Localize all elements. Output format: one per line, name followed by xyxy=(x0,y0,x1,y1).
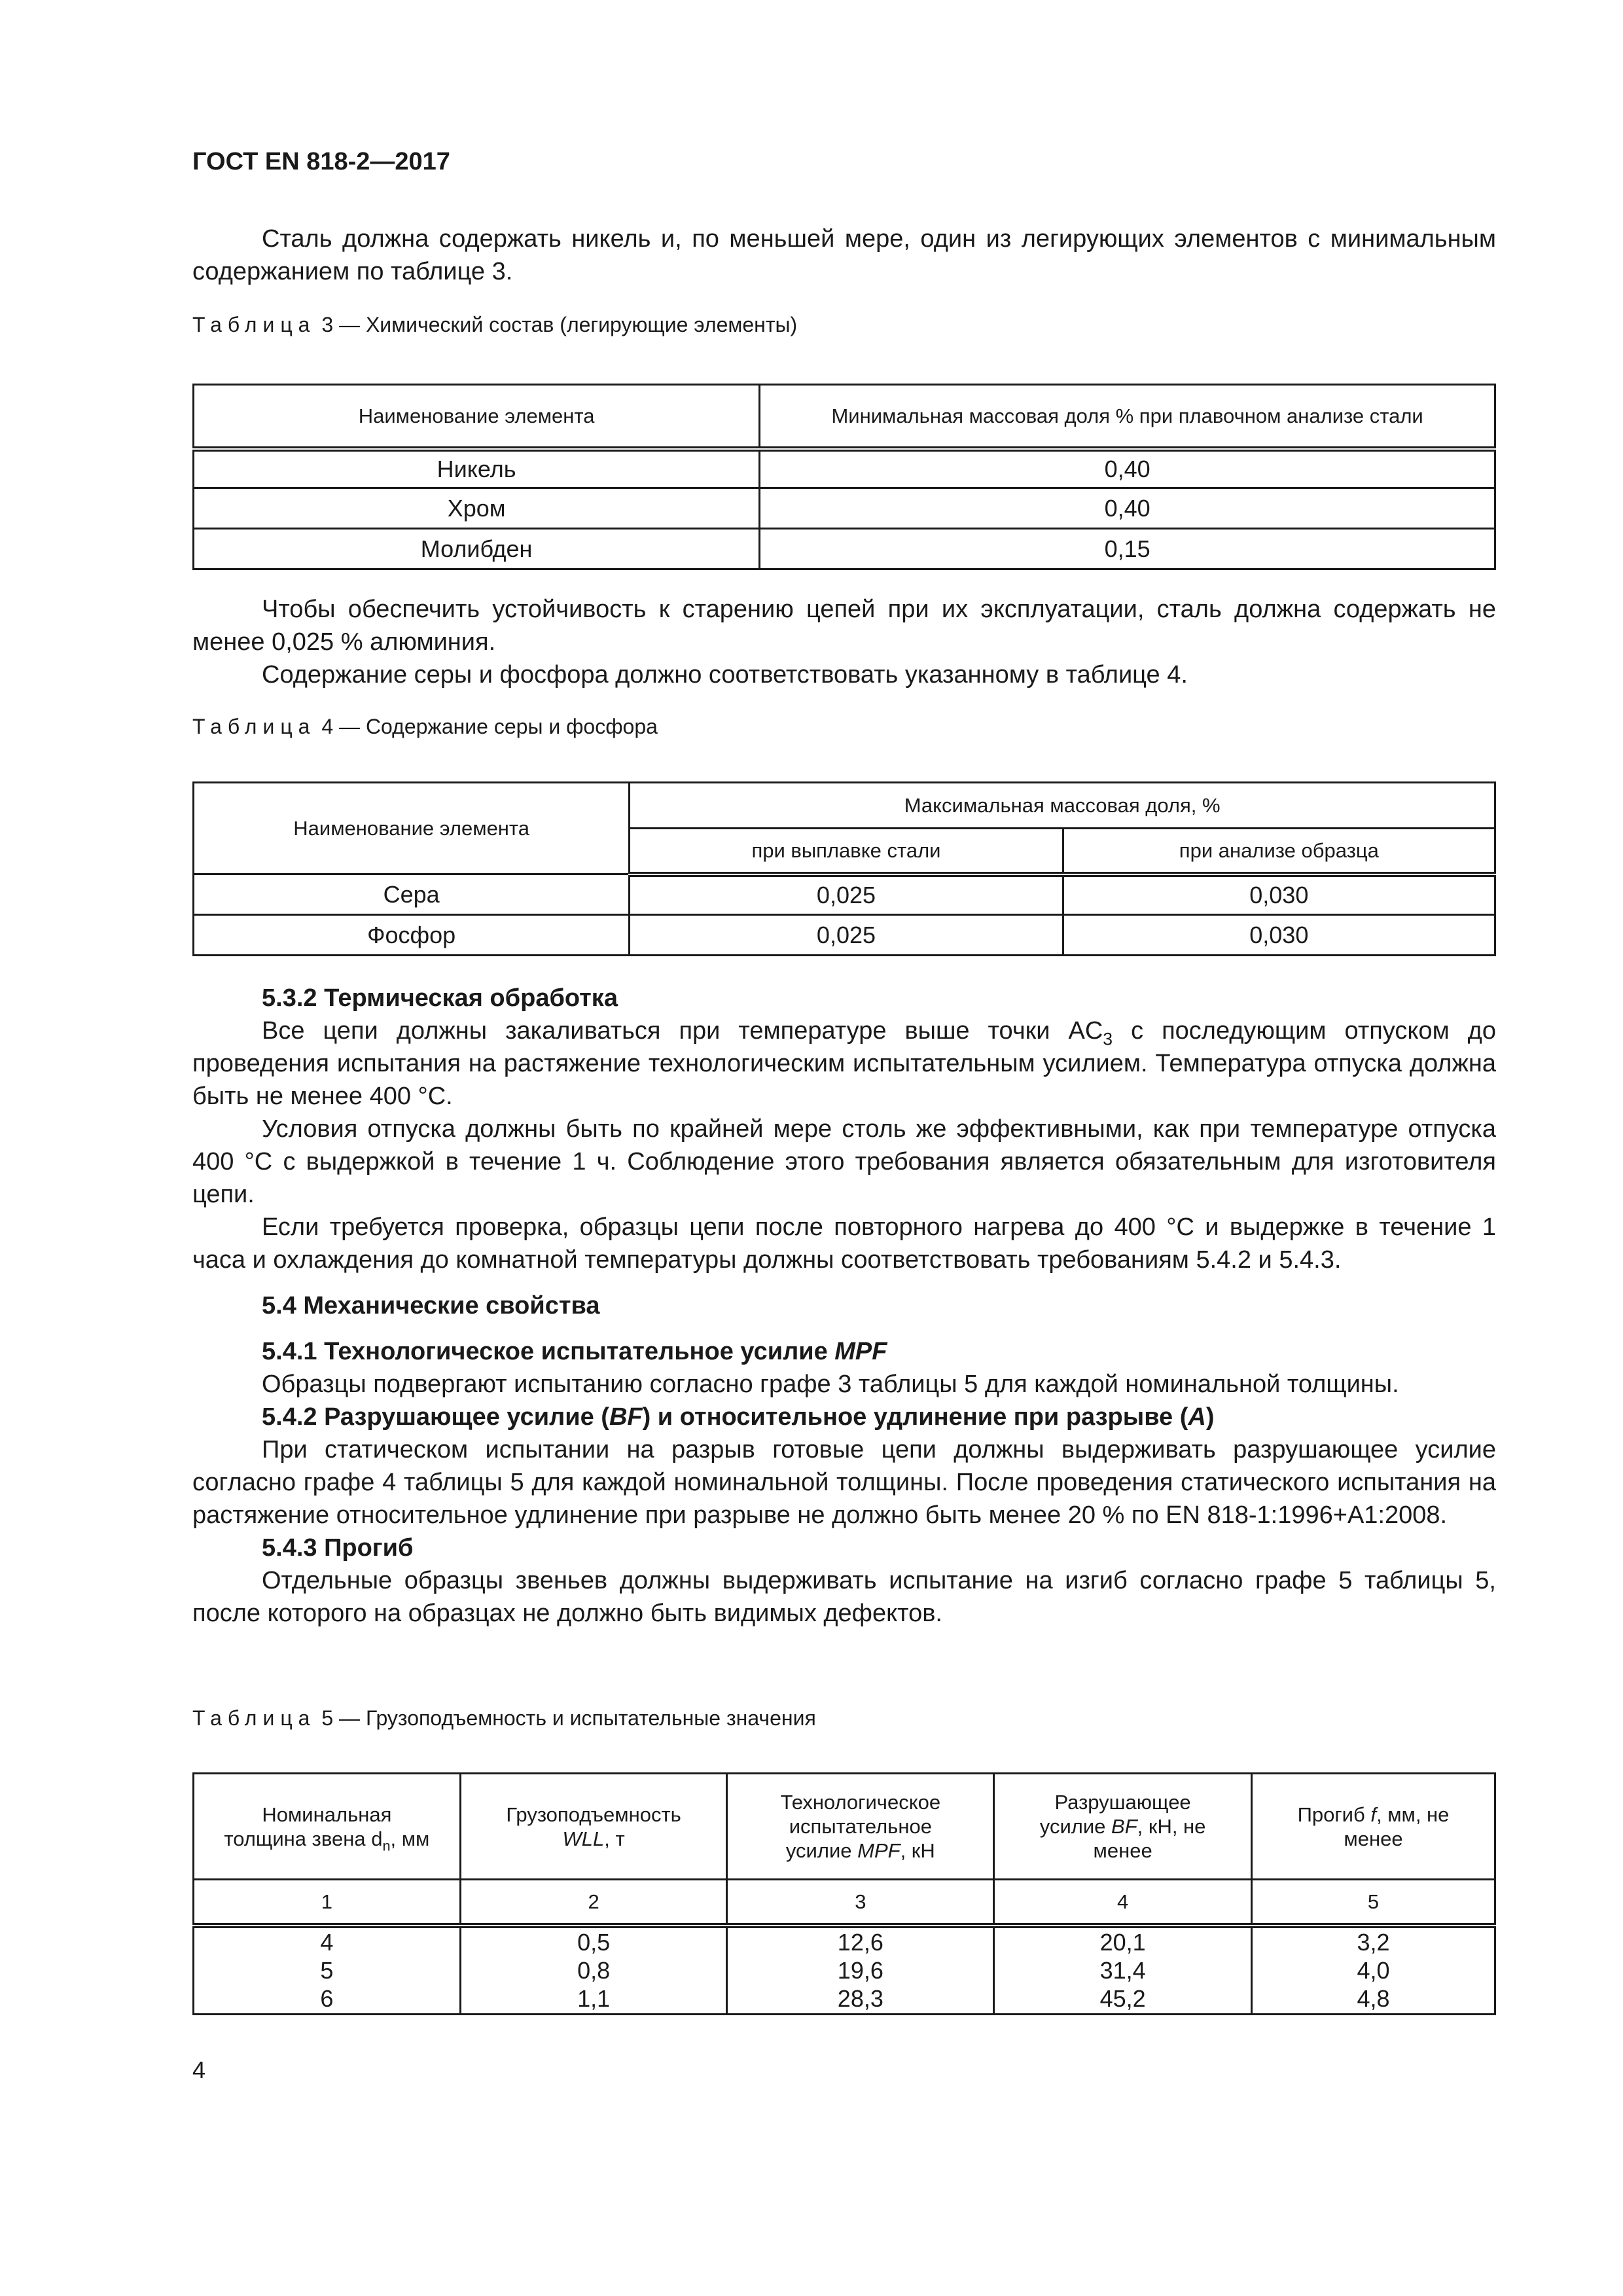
table5 xyxy=(192,1772,1496,2015)
table3-cell: Хром xyxy=(194,488,760,529)
table5-header-wll: Грузоподъемность WLL, т xyxy=(460,1774,727,1880)
table5-caption xyxy=(192,1704,1496,1732)
table4-cell: 0,030 xyxy=(1063,915,1495,956)
table5-caption-word: Таблица xyxy=(192,1706,316,1730)
table-row xyxy=(194,1926,1495,2015)
aging-paragraph: Чтобы обеспечить устойчивость к старению цепей при их эксплуатации, сталь должна содержать не менее 0,025 % алюминия. xyxy=(192,596,1496,656)
table4 xyxy=(192,781,1496,956)
table4-caption-text: 4 — Содержание серы и фосфора xyxy=(315,715,658,738)
verification-paragraph: Если требуется проверка, образцы цепи после повторного нагрева до 400 °С и выдержке в течение 1 часа и охлаждения до комнатной температуры должны соответствовать требованиям 5.4.2 и 5.4.3. xyxy=(192,1213,1496,1274)
table5-column-number: 5 xyxy=(1252,1880,1495,1926)
table4-header-sample: при анализе образца xyxy=(1063,829,1495,874)
table5-header-deflection: Прогиб f, мм, не менее xyxy=(1252,1774,1495,1880)
intro-section xyxy=(192,223,1496,288)
table-row xyxy=(194,874,1495,915)
table4-cell: 0,025 xyxy=(630,915,1063,956)
table-row xyxy=(194,915,1495,956)
table3-cell: Молибден xyxy=(194,529,760,569)
aging-section xyxy=(192,593,1496,691)
table5-cell-thickness: 4 5 6 xyxy=(194,1926,461,2015)
table5-cell-deflection: 3,2 4,0 4,8 xyxy=(1252,1926,1495,2015)
section-5-3-2 xyxy=(192,982,1496,1630)
table5-column-number: 3 xyxy=(727,1880,994,1926)
tempering-paragraph: Условия отпуска должны быть по крайней мере столь же эффективными, как при температуре отпуска 400 °С с выдержкой в течение 1 ч. Соблюдение этого требования является обязательным для изготовителя цепи. xyxy=(192,1115,1496,1208)
table5-column-number: 2 xyxy=(460,1880,727,1926)
intro-paragraph: Сталь должна содержать никель и, по меньшей мере, один из легирующих элементов с минимальным содержанием по таблице 3. xyxy=(192,225,1496,285)
table4-cell: 0,025 xyxy=(630,874,1063,915)
table3-cell: 0,40 xyxy=(760,449,1495,488)
heading-5-3-2: 5.3.2 Термическая обработка xyxy=(262,984,618,1012)
paragraph-5-4-2: При статическом испытании на разрыв готовые цепи должны выдерживать разрушающее усилие согласно графе 4 таблицы 5 для каждой номинальной толщины. После проведения статического испытания на растяжение относительное удлинение при разрыве не должно быть менее 20 % по EN 818-1:1996+A1:2008. xyxy=(192,1436,1496,1529)
page-number: 4 xyxy=(192,2056,206,2083)
heading-5-4: 5.4 Механические свойства xyxy=(262,1292,600,1319)
table3 xyxy=(192,384,1496,570)
table4-header-smelting: при выплавке стали xyxy=(630,829,1063,874)
table5-column-number: 4 xyxy=(994,1880,1252,1926)
table4-caption xyxy=(192,712,1496,741)
table5-cell-mpf: 12,6 19,6 28,3 xyxy=(727,1926,994,2015)
table5-caption-text: 5 — Грузоподъемность и испытательные значения xyxy=(315,1706,816,1730)
heading-5-4-2: 5.4.2 Разрушающее усилие (BF) и относительное удлинение при разрыве (A) xyxy=(262,1403,1215,1431)
table4-cell: 0,030 xyxy=(1063,874,1495,915)
table-row xyxy=(194,529,1495,569)
document-code: ГОСТ EN 818-2—2017 xyxy=(192,148,450,175)
table3-cell: Никель xyxy=(194,449,760,488)
table5-header-bf: Разрушающее усилие BF, кН, не менее xyxy=(994,1774,1252,1880)
table3-cell: 0,15 xyxy=(760,529,1495,569)
heading-5-4-1: 5.4.1 Технологическое испытательное усилие MPF xyxy=(262,1338,887,1365)
table4-caption-word: Таблица xyxy=(192,715,316,738)
table5-cell-bf: 20,1 31,4 45,2 xyxy=(994,1926,1252,2015)
paragraph-5-4-1: Образцы подвергают испытанию согласно графе 3 таблицы 5 для каждой номинальной толщины. xyxy=(262,1371,1399,1398)
table3-caption xyxy=(192,310,1496,339)
table5-header-mpf: Технологическое испытательное усилие MPF, кН xyxy=(727,1774,994,1880)
table3-header-mass: Минимальная массовая доля % при плавочном анализе стали xyxy=(760,385,1495,449)
table5-column-number: 1 xyxy=(194,1880,461,1926)
table3-caption-text: 3 — Химический состав (легирующие элементы) xyxy=(315,313,798,336)
paragraph-5-4-3: Отдельные образцы звеньев должны выдерживать испытание на изгиб согласно графе 5 таблицы 5, после которого на образцах не должно быть видимых дефектов. xyxy=(192,1567,1496,1627)
table4-cell: Фосфор xyxy=(194,915,630,956)
heading-5-4-3: 5.4.3 Прогиб xyxy=(262,1534,414,1562)
table5-header-thickness: Номинальная толщина звена $d_n$, мм xyxy=(194,1774,461,1880)
table4-header-element: Наименование элемента xyxy=(194,783,630,874)
table-row xyxy=(194,449,1495,488)
table4-header-group: Максимальная массовая доля, % xyxy=(630,783,1495,829)
table-row xyxy=(194,488,1495,529)
table4-cell: Сера xyxy=(194,874,630,915)
table3-header-element: Наименование элемента xyxy=(194,385,760,449)
heat-treatment-paragraph: Все цепи должны закаливаться при температуре выше точки $AC_3$ с последующим отпуском до проведения испытания на растяжение технологическим испытательным усилием. Температура отпуска должна быть не менее 400 °С. xyxy=(192,1017,1496,1110)
sulfur-paragraph: Содержание серы и фосфора должно соответствовать указанному в таблице 4. xyxy=(262,661,1188,689)
table5-cell-wll: 0,5 0,8 1,1 xyxy=(460,1926,727,2015)
table3-caption-word: Таблица xyxy=(192,313,316,336)
table3-cell: 0,40 xyxy=(760,488,1495,529)
